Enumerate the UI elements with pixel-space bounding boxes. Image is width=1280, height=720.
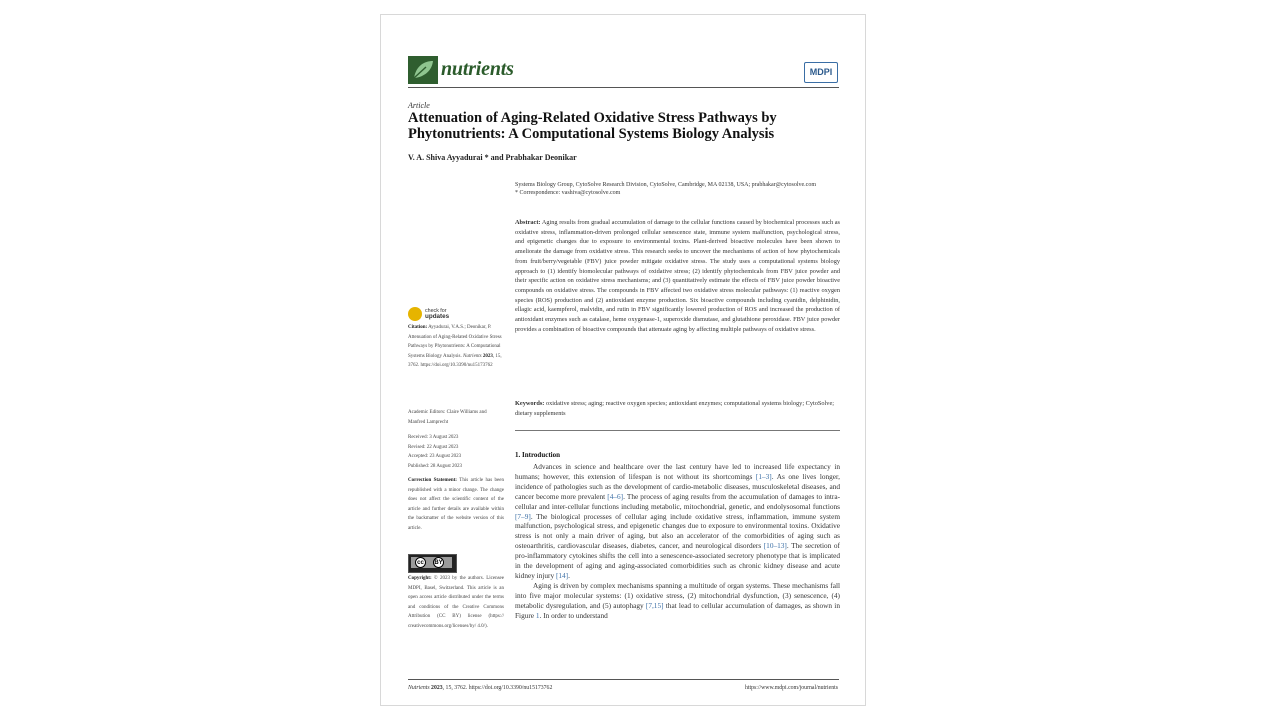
check-for-label: check for [425, 308, 447, 314]
footer-year: 2023 [431, 685, 443, 691]
copyright-text: © 2023 by the authors. Licensee MDPI, Basel, Switzerland. This article is an open access article distributed under the terms and conditions of the Creative Commons Attribution (CC BY) license (https:// creativecommons.org/licenses/by/ 4.0/). [408, 576, 504, 629]
introduction-heading: 1. Introduction [515, 451, 560, 459]
citation-doi[interactable]: , 15, 3762. https://doi.org/10.3390/nu15173762 [408, 353, 502, 369]
check-for-updates-icon[interactable] [408, 307, 422, 321]
by-badge: BY [433, 557, 444, 568]
text: Aging is driven by complex mechanisms spanning a multitude of organ systems. These mechanisms fall into five major molecular systems: (1) oxidative stress, (2) mitochondrial dysfunction, (3) senescence, (4) metabolic dysregulation, and (5) autophagy [515, 580, 840, 610]
citation [408, 323, 504, 371]
nutrients-logo-icon [408, 56, 438, 84]
abstract [515, 218, 840, 334]
citation-year: 2023 [482, 353, 493, 359]
updates-label: updates [425, 313, 450, 320]
article-title: Attenuation of Aging-Related Oxidative Stress Pathways by Phytonutrients: A Computational Systems Biology Analysis [408, 110, 777, 142]
footer-doi[interactable]: , 15, 3762. https://doi.org/10.3390/nu15173762 [442, 685, 553, 691]
reference-link[interactable]: [14] [555, 570, 569, 580]
keywords-text: oxidative stress; aging; reactive oxygen species; antioxidant enzymes; computational systems biology; CytoSolve; dietary supplements [515, 400, 834, 417]
copyright [408, 574, 504, 632]
academic-editors: Academic Editors: Claire Williams and Manfred Lamprecht [408, 410, 487, 425]
text: . The secretion of pro-inflammatory cytokines shifts the cell into a senescence-associated secretory phenotype that is implicated in the development of aging and aging-associated comorbidities such as chronic kidney disease and acute kidney injury [515, 541, 840, 580]
correction-label: Correction Statement: [408, 478, 457, 483]
mdpi-logo: MDPI [804, 62, 838, 83]
affiliation [515, 181, 840, 197]
cc-badge: cc [415, 557, 426, 568]
keywords [515, 399, 840, 418]
footer-journal-url[interactable]: https://www.mdpi.com/journal/nutrients [744, 685, 838, 691]
cc-by-license-icon[interactable] [408, 554, 457, 573]
header-divider [408, 87, 839, 88]
correction-text: This article has been republished with a minor change. The change does not affect the scientific content of the article and further details are available within the backmatter of the website version of this article. [408, 478, 504, 531]
reference-link[interactable]: [10–13] [763, 541, 787, 551]
citation-journal: Nutrients [463, 353, 482, 359]
footer-divider [408, 679, 839, 680]
introduction-body [515, 462, 840, 621]
citation-label: Citation: [408, 325, 428, 330]
text: . The biological processes of cellular aging include oxidative stress, inflammation, immune system malfunction, psychological stress, and epigenetic changes due to exposure to environmental toxins. Oxidative stress is not only a main driver of aging, but also an accelerator of the comorbidities of aging such as osteoarthritis, cardiovascular diseases, diabetes, cancer, and neurological disorders [515, 511, 840, 551]
text: . The process of aging results from the accumulation of damages to intra-cellular and inter-cellular functions including metabolic, mitochondrial, genetic, and endolysosomal functions [515, 491, 840, 511]
document-page [380, 14, 866, 706]
article-type: Article [408, 101, 430, 110]
abstract-text: Aging results from gradual accumulation of damage to the cellular functions caused by biochemical processes such as oxidative stress, inflammation-driven prolonged cellular senescence state, immune system malfunction, psychological stress, and epigenetic changes due to exposure to environmental toxins. Plant-derived bioactive molecules have been shown to ameliorate the damage from oxidative stress. This research seeks to uncover the mechanisms of action of how phytochemicals from fruit/berry/vegetable (FBV) juice powder mitigate oxidative stress. The study uses a computational systems biology approach to (1) identify biomolecular pathways of oxidative stress; (2) identify phytochemicals from FBV juice powder and their specific action on oxidative stress mechanisms; and (3) quantitatively estimate the effects of FBV juice powder bioactive compounds on oxidative stress. The compounds in FBV affected two oxidative stress molecular pathways: (1) reactive oxygen species (ROS) production and (2) antioxidant enzyme production. Six bioactive compounds including cyanidin, delphinidin, ellagic acid, kaempferol, malvidin, and rutin in FBV significantly lowered production of ROS and increased the production of antioxidant enzymes such as catalase, heme oxygenase-1, superoxide dismutase, and glutathione peroxidase. FBV juice powder provides a combination of bioactive compounds that attenuate aging by affecting multiple pathways of oxidative stress. [515, 219, 840, 333]
abstract-label: Abstract: [515, 219, 541, 226]
correspondence: * Correspondence: vashiva@cytosolve.com [515, 190, 621, 196]
keywords-label: Keywords: [515, 400, 545, 407]
text: that lead to cellular accumulation of damages, as shown in Figure [515, 600, 840, 620]
reference-link[interactable]: [4–6] [607, 491, 624, 501]
author-list: V. A. Shiva Ayyadurai * and Prabhakar Deonikar [408, 153, 577, 162]
citation-text: Ayyadurai, V.A.S.; Deonikar, P. Attenuation of Aging-Related Oxidative Stress Pathways by Phytonutrients: A Computational Systems Biology Analysis. [408, 325, 502, 359]
reference-link[interactable]: [7–9] [515, 511, 531, 521]
correction-statement [408, 476, 504, 534]
reference-link[interactable]: [1–3] [755, 471, 772, 481]
copyright-label: Copyright: [408, 576, 432, 581]
figure-link[interactable]: 1 [535, 610, 540, 620]
revised-date: Revised: 22 August 2023 [408, 444, 459, 450]
keywords-divider [515, 430, 840, 431]
published-date: Published: 28 August 2023 [408, 463, 463, 469]
check-for-updates-button[interactable] [425, 308, 449, 320]
accepted-date: Accepted: 23 August 2023 [408, 454, 462, 460]
journal-name: nutrients [441, 58, 514, 80]
affiliation-text: Systems Biology Group, CytoSolve Research Division, CytoSolve, Cambridge, MA 02138, USA; prabhakar@cytosolve.com [515, 182, 817, 188]
publication-dates [408, 433, 504, 471]
received-date: Received: 3 August 2023 [408, 435, 459, 440]
text: . As one lives longer, incidence of pathologies such as the development of cardio-metabolic diseases, musculoskeletal diseases, and cancer become more prevalent [515, 471, 840, 501]
footer-citation [408, 685, 552, 691]
paragraph [515, 462, 840, 581]
reference-link[interactable]: [7,15] [645, 600, 664, 610]
footer-journal: Nutrients [408, 685, 430, 691]
text: . [568, 570, 570, 580]
text: . In order to understand [539, 610, 608, 620]
text: Advances in science and healthcare over the last century have led to increased life expectancy in humans; however, this extension of lifespan is not without its shortcomings [515, 462, 840, 481]
paragraph [515, 581, 840, 621]
